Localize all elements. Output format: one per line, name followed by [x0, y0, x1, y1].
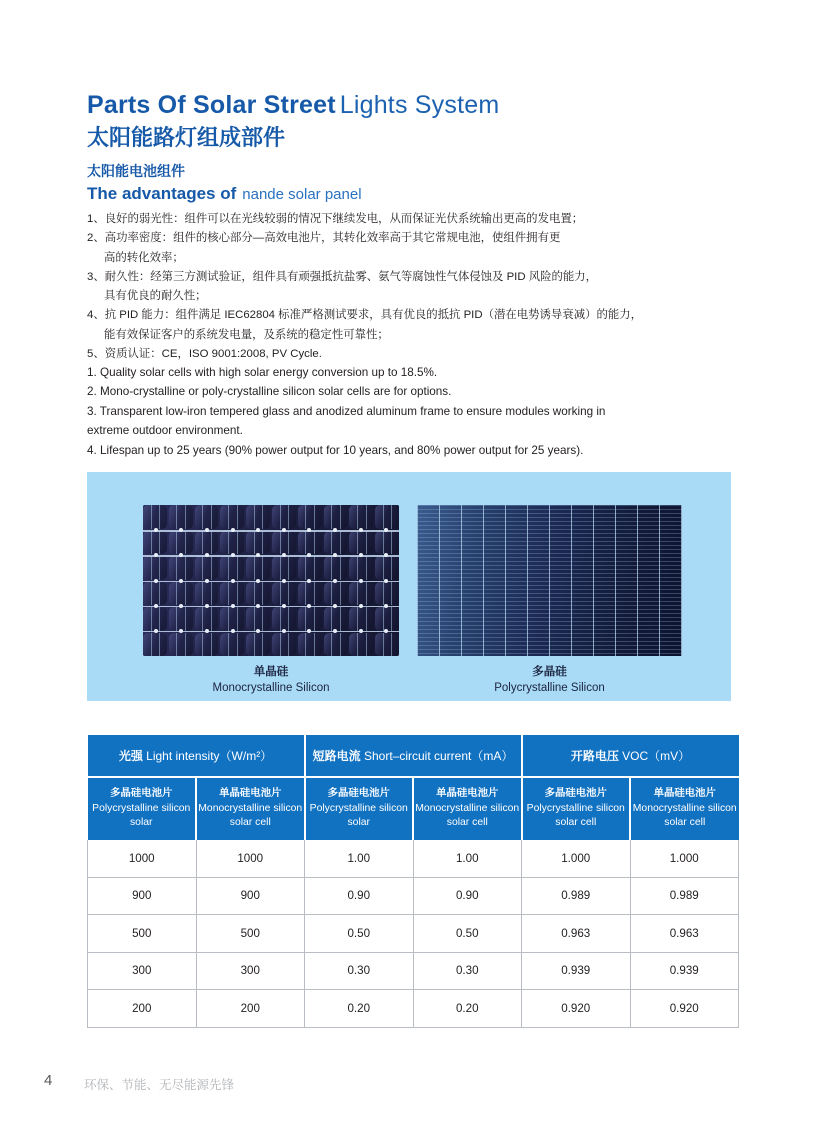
table-cell: 1000 — [88, 840, 197, 877]
table-cell: 300 — [196, 952, 305, 990]
group-header-short-circuit-current — [305, 735, 522, 777]
busbar-solder-dot — [231, 528, 235, 532]
busbar-solder-dot — [256, 604, 260, 608]
solar-wafer-cell — [272, 607, 296, 631]
solar-wafer-cell — [324, 633, 348, 657]
busbar-solder-dot — [282, 528, 286, 532]
solar-wafer-cell — [298, 531, 322, 555]
table-cell: 1.00 — [305, 840, 414, 877]
table-head — [88, 735, 739, 840]
table-cell: 500 — [88, 915, 197, 953]
monocrystalline-caption-english: Monocrystalline Silicon — [212, 682, 330, 694]
sub-header-col-2 — [196, 777, 305, 840]
page-title-english — [87, 90, 747, 121]
busbar-solder-dot — [359, 629, 363, 633]
table-cell: 0.90 — [305, 877, 414, 915]
advantage-en-3: 3. Transparent low-iron tempered glass and anodized aluminum frame to ensure modules working in — [87, 404, 606, 418]
group-header-light-intensity-cn: 光强 — [118, 749, 147, 763]
section-subtitle-chinese: 太阳能电池组件 — [87, 163, 185, 179]
solar-wafer-cell — [298, 633, 322, 657]
table-cell: 900 — [196, 877, 305, 915]
busbar-solder-dot — [231, 553, 235, 557]
group-header-short-circuit-current-en: Short–circuit current（mA） — [363, 749, 514, 763]
solar-wafer-cell — [169, 633, 193, 657]
advantage-cn-3: 3、耐久性：经第三方测试验证，组件具有顽强抵抗盐雾、氨气等腐蚀性气体侵蚀及 PID 风险的能力， — [87, 270, 598, 283]
table-cell: 200 — [88, 990, 197, 1028]
solar-wafer-cell — [349, 633, 373, 657]
group-header-short-circuit-current-cn: 短路电流 — [312, 749, 364, 763]
advantages-list-chinese — [87, 210, 767, 364]
solar-wafer-cell — [220, 582, 244, 606]
table-cell: 900 — [88, 877, 197, 915]
sub-header-col-2-en: Monocrystalline silicon solar cell — [198, 802, 303, 829]
monocrystalline-silicon-panel-photo — [143, 505, 399, 656]
advantage-cn-4: 4、抗 PID 能力：组件满足 IEC62804 标准严格测试要求，具有优良的抵抗 PID（潜在电势诱导衰减）的能力， — [87, 309, 643, 322]
page-title-chinese: 太阳能路灯组成部件 — [87, 125, 286, 150]
solar-wafer-cell — [324, 531, 348, 555]
page-title-english-light: Lights System — [339, 91, 500, 119]
table-cell: 0.50 — [413, 915, 522, 953]
busbar-solder-dot — [231, 604, 235, 608]
sub-header-col-6-en: Monocrystalline silicon solar cell — [632, 802, 737, 829]
solar-wafer-cell — [324, 556, 348, 580]
solar-wafer-cell — [324, 582, 348, 606]
page-heading — [87, 90, 747, 206]
solar-wafer-cell — [246, 582, 270, 606]
busbar-solder-dot — [333, 579, 337, 583]
table-cell: 1.000 — [522, 840, 631, 877]
busbar-solder-dot — [384, 579, 388, 583]
busbar-solder-dot — [205, 604, 209, 608]
sub-header-col-1 — [88, 777, 197, 840]
busbar-solder-dot — [333, 604, 337, 608]
table-cell: 0.30 — [305, 952, 414, 990]
solar-wafer-cell — [375, 633, 399, 657]
sub-header-col-4 — [413, 777, 522, 840]
solar-wafer-cell — [195, 633, 219, 657]
solar-wafer-cell — [272, 531, 296, 555]
table-cell: 200 — [196, 990, 305, 1028]
group-header-open-circuit-voltage-cn: 开路电压 — [570, 749, 623, 763]
sub-header-col-1-cn: 多晶硅电池片 — [110, 788, 173, 800]
busbar-solder-dot — [384, 629, 388, 633]
table-cell: 0.20 — [413, 990, 522, 1028]
busbar-solder-dot — [154, 629, 158, 633]
busbar-solder-dot — [231, 629, 235, 633]
sub-header-col-5 — [522, 777, 631, 840]
sub-header-col-1-en: Polycrystalline silicon solar — [92, 802, 191, 829]
table-cell: 0.90 — [413, 877, 522, 915]
solar-cell-comparison-panel — [87, 472, 731, 701]
table-body — [88, 840, 739, 1027]
table-group-header-row — [88, 735, 739, 777]
polycrystalline-caption-english: Polycrystalline Silicon — [494, 682, 605, 694]
solar-wafer-cell — [195, 531, 219, 555]
solar-wafer-cell — [246, 531, 270, 555]
sub-header-col-3-en: Polycrystalline silicon solar — [309, 802, 408, 829]
solar-wafer-cell — [169, 607, 193, 631]
solar-cell-performance-table — [87, 735, 739, 1028]
solar-wafer-cell — [349, 505, 373, 529]
group-header-light-intensity — [88, 735, 305, 777]
solar-wafer-cell — [349, 556, 373, 580]
solar-wafer-cell — [272, 633, 296, 657]
table-cell: 0.963 — [522, 915, 631, 953]
group-header-light-intensity-en: Light intensity（W/m²） — [146, 749, 273, 763]
solar-wafer-cell — [375, 607, 399, 631]
table-cell: 0.989 — [630, 877, 739, 915]
section-subtitle-english — [87, 183, 747, 206]
group-header-open-circuit-voltage-en: VOC（mV） — [622, 749, 691, 763]
page-number: 4 — [44, 1072, 53, 1089]
solar-wafer-cell — [220, 633, 244, 657]
busbar-solder-dot — [282, 579, 286, 583]
table-cell: 0.963 — [630, 915, 739, 953]
solar-wafer-cell — [272, 556, 296, 580]
busbar-solder-dot — [205, 579, 209, 583]
busbar-solder-dot — [359, 553, 363, 557]
advantage-cn-2: 2、高功率密度：组件的核心部分—高效电池片，其转化效率高于其它常规电池，使组件拥有更 — [87, 232, 561, 245]
advantage-cn-4-cont: 能有效保证客户的系统发电量，及系统的稳定性可靠性； — [104, 328, 389, 341]
table-row — [88, 840, 739, 877]
advantage-cn-2-cont: 高的转化效率； — [104, 251, 184, 264]
solar-wafer-cell — [143, 607, 167, 631]
solar-wafer-cell — [324, 505, 348, 529]
solar-wafer-cell — [246, 505, 270, 529]
busbar-solder-dot — [359, 604, 363, 608]
busbar-solder-dot — [282, 604, 286, 608]
advantage-cn-3-cont: 具有优良的耐久性； — [104, 290, 207, 303]
busbar-solder-dot — [359, 579, 363, 583]
section-subtitle-brand: nande solar panel — [242, 186, 362, 203]
advantage-en-2: 2. Mono-crystalline or poly-crystalline silicon solar cells are for options. — [87, 385, 452, 399]
advantage-en-4: 4. Lifespan up to 25 years (90% power output for 10 years, and 80% power output for 25 years). — [87, 443, 584, 457]
solar-wafer-cell — [375, 531, 399, 555]
solar-wafer-cell — [143, 633, 167, 657]
sub-header-col-4-cn: 单晶硅电池片 — [436, 788, 499, 800]
solar-wafer-cell — [143, 505, 167, 529]
solar-wafer-cell — [298, 582, 322, 606]
table-cell: 500 — [196, 915, 305, 953]
solar-wafer-cell — [195, 556, 219, 580]
table-cell: 300 — [88, 952, 197, 990]
solar-wafer-cell — [169, 505, 193, 529]
busbar-solder-dot — [205, 629, 209, 633]
busbar-solder-dot — [231, 579, 235, 583]
page-title-english-bold: Parts Of Solar Street — [87, 91, 336, 119]
solar-wafer-cell — [298, 505, 322, 529]
advantages-list-english — [87, 363, 712, 460]
sub-header-col-5-cn: 多晶硅电池片 — [544, 788, 607, 800]
table-cell: 0.939 — [522, 952, 631, 990]
polycrystalline-caption-chinese: 多晶硅 — [532, 666, 567, 678]
busbar-solder-dot — [384, 604, 388, 608]
solar-wafer-cell — [375, 505, 399, 529]
solar-wafer-cell — [375, 556, 399, 580]
solar-wafer-cell — [298, 556, 322, 580]
table-cell: 1.000 — [630, 840, 739, 877]
monocrystalline-caption-chinese: 单晶硅 — [253, 666, 289, 678]
solar-wafer-cell — [169, 556, 193, 580]
table-cell: 1.00 — [413, 840, 522, 877]
solar-wafer-cell — [195, 505, 219, 529]
busbar-solder-dot — [256, 629, 260, 633]
solar-wafer-cell — [220, 531, 244, 555]
footer-slogan: 环保、节能、无尽能源先锋 — [84, 1078, 235, 1092]
busbar-solder-dot — [154, 528, 158, 532]
busbar-solder-dot — [154, 604, 158, 608]
table-row — [88, 952, 739, 990]
page-footer — [44, 1072, 544, 1096]
table-cell: 0.50 — [305, 915, 414, 953]
section-subtitle-english-bold: The advantages of — [87, 184, 237, 203]
solar-wafer-cell — [324, 607, 348, 631]
advantage-cn-5: 5、资质认证：CE，ISO 9001:2008, PV Cycle. — [87, 348, 322, 361]
solar-wafer-cell — [220, 505, 244, 529]
sub-header-col-6 — [630, 777, 739, 840]
solar-wafer-cell — [349, 582, 373, 606]
table-row — [88, 915, 739, 953]
polycrystalline-caption — [417, 664, 682, 696]
sub-header-col-6-cn: 单晶硅电池片 — [653, 788, 716, 800]
solar-wafer-cell — [246, 607, 270, 631]
sub-header-col-2-cn: 单晶硅电池片 — [219, 788, 282, 800]
table-cell: 0.939 — [630, 952, 739, 990]
busbar-solder-dot — [282, 629, 286, 633]
monocrystalline-caption — [143, 664, 399, 696]
solar-wafer-cell — [220, 607, 244, 631]
solar-wafer-cell — [246, 633, 270, 657]
solar-wafer-cell — [349, 607, 373, 631]
group-header-open-circuit-voltage — [522, 735, 739, 777]
sub-header-col-5-en: Polycrystalline silicon solar cell — [526, 802, 625, 829]
sub-header-col-4-en: Monocrystalline silicon solar cell — [415, 802, 520, 829]
solar-wafer-cell — [272, 582, 296, 606]
busbar-solder-dot — [154, 579, 158, 583]
table-cell: 0.920 — [630, 990, 739, 1028]
solar-wafer-cell — [349, 531, 373, 555]
advantage-en-1: 1. Quality solar cells with high solar energy conversion up to 18.5%. — [87, 366, 438, 379]
busbar-solder-dot — [333, 629, 337, 633]
table-cell: 1000 — [196, 840, 305, 877]
solar-wafer-cell — [195, 607, 219, 631]
solar-wafer-cell — [169, 531, 193, 555]
solar-wafer-cell — [195, 582, 219, 606]
solar-wafer-cell — [143, 556, 167, 580]
sub-header-col-3 — [305, 777, 414, 840]
busbar-solder-dot — [307, 579, 311, 583]
table-cell: 0.989 — [522, 877, 631, 915]
table-row — [88, 877, 739, 915]
solar-wafer-cell — [143, 531, 167, 555]
advantage-cn-1: 1、良好的弱光性：组件可以在光线较弱的情况下继续发电，从而保证光伏系统输出更高的发电置； — [87, 213, 584, 225]
busbar-solder-dot — [179, 579, 183, 583]
busbar-solder-dot — [256, 579, 260, 583]
advantage-en-3-cont: extreme outdoor environment. — [87, 424, 243, 438]
table-sub-header-row — [88, 777, 739, 840]
solar-wafer-cell — [246, 556, 270, 580]
solar-wafer-cell — [298, 607, 322, 631]
table-cell: 0.920 — [522, 990, 631, 1028]
sub-header-col-3-cn: 多晶硅电池片 — [327, 788, 390, 800]
solar-wafer-cell — [169, 582, 193, 606]
table-cell: 0.20 — [305, 990, 414, 1028]
solar-wafer-cell — [220, 556, 244, 580]
busbar-solder-dot — [359, 528, 363, 532]
solar-wafer-cell — [272, 505, 296, 529]
table-cell: 0.30 — [413, 952, 522, 990]
solar-wafer-cell — [143, 582, 167, 606]
solar-wafer-cell — [375, 582, 399, 606]
polycrystalline-cell-grid — [417, 505, 682, 656]
polycrystalline-silicon-panel-photo — [417, 505, 682, 656]
table-row — [88, 990, 739, 1028]
